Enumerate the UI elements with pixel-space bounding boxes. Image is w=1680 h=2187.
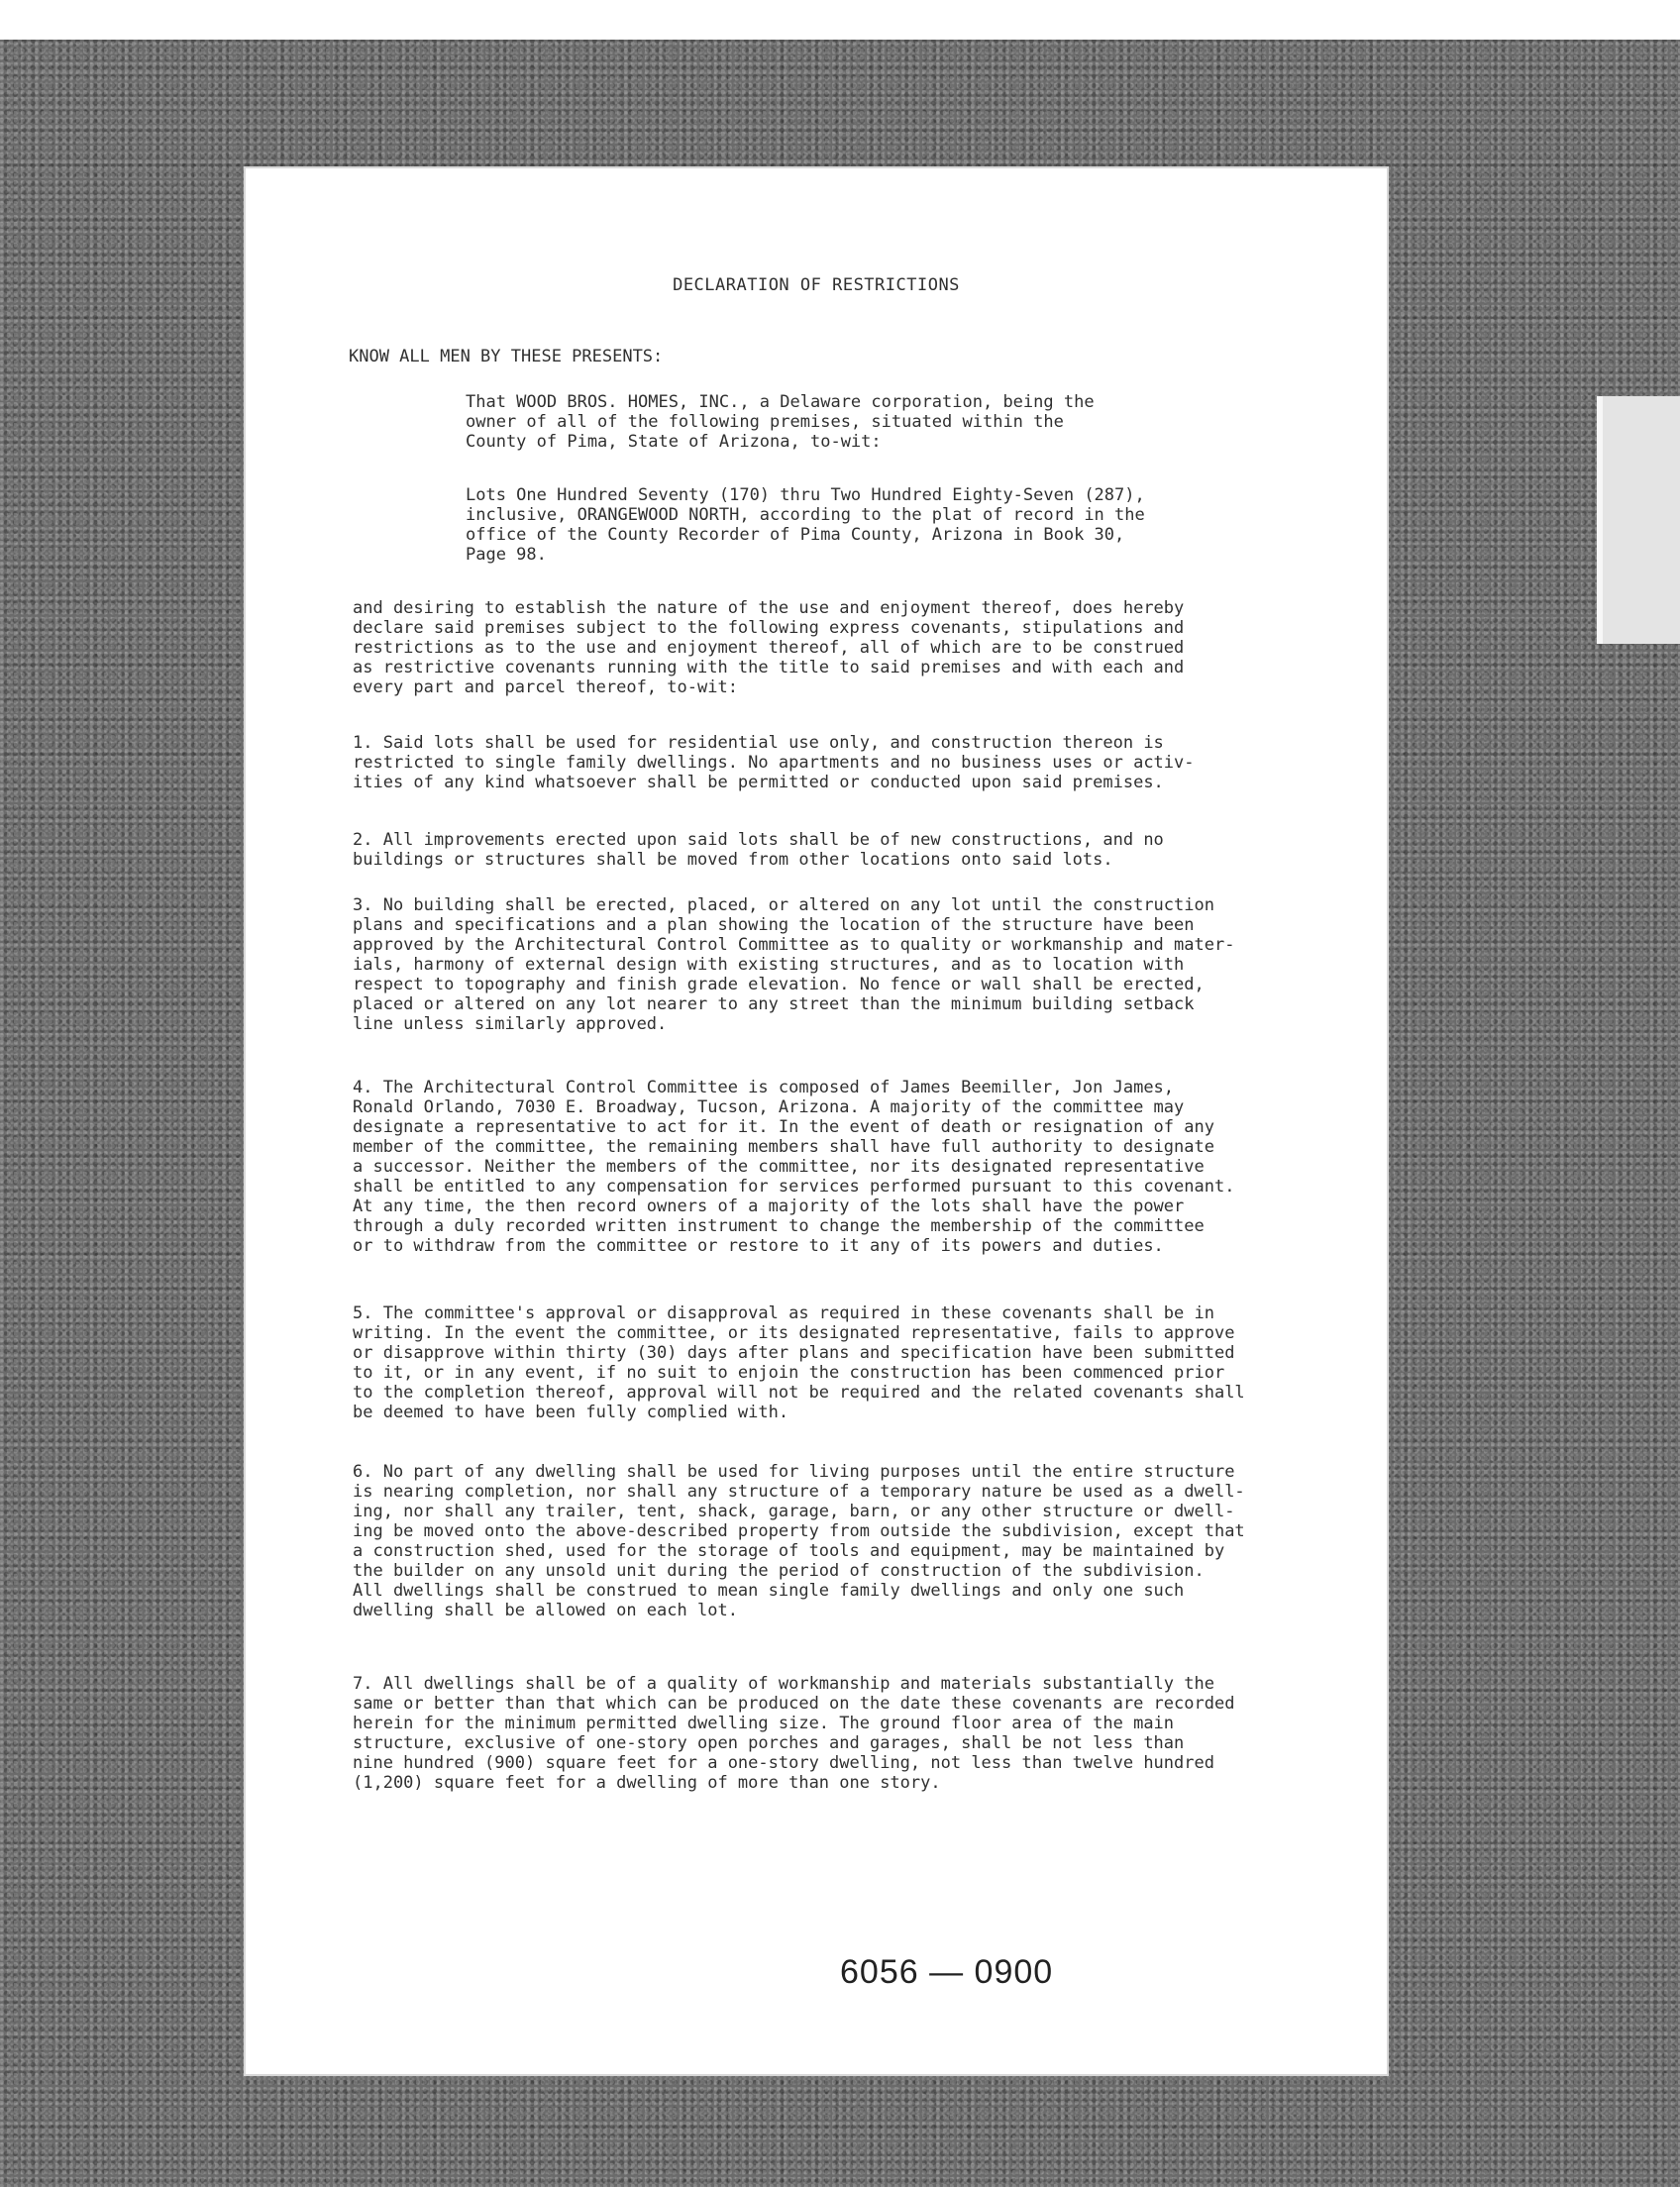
paragraph-7: 7. All dwellings shall be of a quality of workmanship and materials substantially the same or better than that which can be produced on the date these covenants are recorded herein for the minimum permitted dwelling size. The ground floor area of the main structure, exclusive of one-story open porches and garages, shall be not less than nine hundred (900) square feet for a one-story dwelling, not less than twelve hundred (1,200) square feet for a dwelling of more than one story.: [353, 1674, 1235, 1793]
preamble-paragraph: and desiring to establish the nature of the use and enjoyment thereof, does hereby declare said premises subject to the following express covenants, stipulations and restrictions as to the use and enjoyment thereof, all of which are to be construed as restrictive covenants running with the title to said premises and with each and every part and parcel thereof, to-wit:: [353, 598, 1185, 697]
recording-stamp: 6056 — 0900: [840, 1953, 1054, 1991]
scan-side-card: [1597, 396, 1680, 644]
lots-paragraph: Lots One Hundred Seventy (170) thru Two Hundred Eighty-Seven (287), inclusive, ORANGEWOOD NORTH, according to the plat of record in the office of the County Recorder of Pima County, Arizona in Book 30, Page 98.: [466, 485, 1145, 565]
paragraph-4: 4. The Architectural Control Committee is composed of James Beemiller, Jon James, Ronald Orlando, 7030 E. Broadway, Tucson, Arizona. A majority of the committee may designate a representative to act for it. In the event of death or resignation of any member of the committee, the remaining members shall have full authority to designate a successor. Neither the members of the committee, nor its designated representative shall be entitled to any compensation for services performed pursuant to this covenant. At any time, the then record owners of a majority of the lots shall have the power through a duly recorded written instrument to change the membership of the committee or to withdraw from the committee or restore to it any of its powers and duties.: [353, 1078, 1235, 1256]
paragraph-3: 3. No building shall be erected, placed, or altered on any lot until the construction plans and specifications and a plan showing the location of the structure have been approved by the Architectural Control Committee as to quality or workmanship and mater- ials, harmony of external design with existing structures, and as to location with respect to topography and finish grade elevation. No fence or wall shall be erected, placed or altered on any lot nearer to any street than the minimum building setback line unless similarly approved.: [353, 895, 1235, 1034]
intro-paragraph: That WOOD BROS. HOMES, INC., a Delaware corporation, being the owner of all of the following premises, situated within the County of Pima, State of Arizona, to-wit:: [466, 392, 1095, 452]
paragraph-5: 5. The committee's approval or disapproval as required in these covenants shall be in writing. In the event the committee, or its designated representative, fails to approve or disapprove within thirty (30) days after plans and specification have been submitted to it, or in any event, if no suit to enjoin the construction has been commenced prior to the completion thereof, approval will not be required and the related covenants shall be deemed to have been fully complied with.: [353, 1303, 1245, 1422]
paragraph-6: 6. No part of any dwelling shall be used for living purposes until the entire structure is nearing completion, nor shall any structure of a temporary nature be used as a dwell- ing, nor shall any trailer, tent, shack, garage, barn, or any other structure or dwell- ing be moved onto the above-described property from outside the subdivision, except that a construction shed, used for the storage of tools and equipment, may be maintained by the builder on any unsold unit during the period of construction of the subdivision. All dwellings shall be construed to mean single family dwellings and only one such dwelling shall be allowed on each lot.: [353, 1462, 1245, 1620]
scan-top-strip: [0, 0, 1680, 40]
paragraph-2: 2. All improvements erected upon said lots shall be of new constructions, and no buildings or structures shall be moved from other locations onto said lots.: [353, 830, 1164, 870]
document-title: DECLARATION OF RESTRICTIONS: [673, 275, 960, 295]
salutation: KNOW ALL MEN BY THESE PRESENTS:: [349, 347, 664, 366]
paragraph-1: 1. Said lots shall be used for residential use only, and construction thereon is restricted to single family dwellings. No apartments and no business uses or activ- ities of any kind whatsoever shall be permitted or conducted upon said premises.: [353, 733, 1195, 792]
document-page: [246, 168, 1387, 2074]
